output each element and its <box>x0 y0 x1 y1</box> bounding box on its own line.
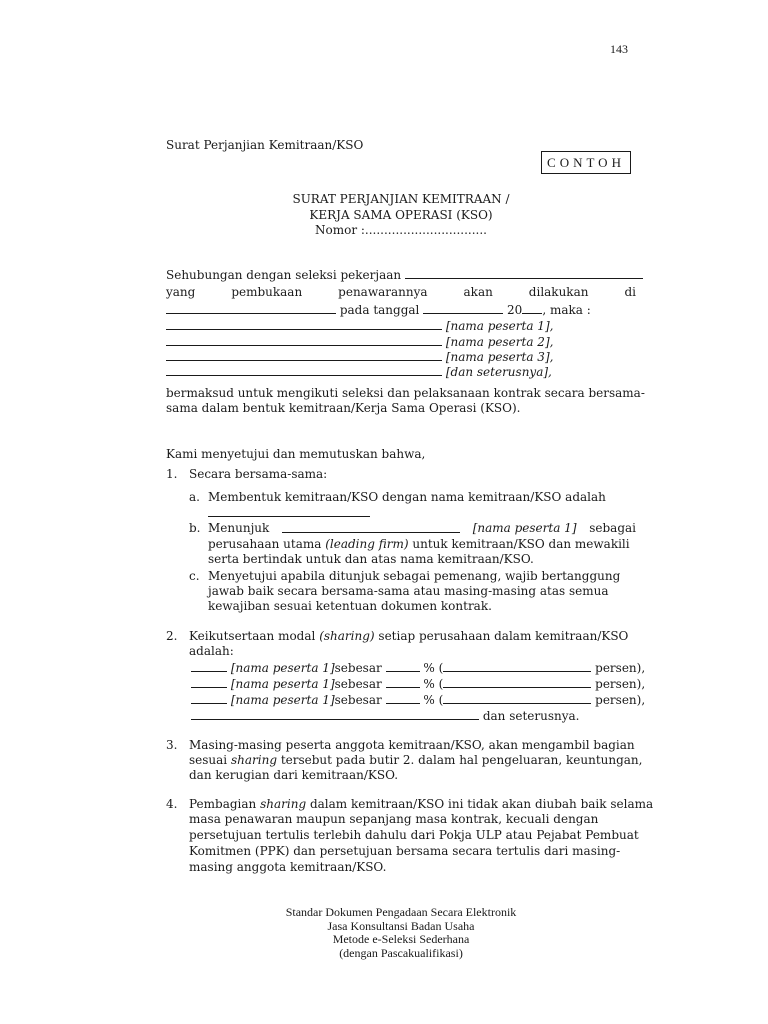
intro-line-2 <box>166 285 636 299</box>
share-etc-row <box>191 708 580 723</box>
text: Pembagian <box>189 797 257 811</box>
intro-text: Sehubungan dengan seleksi pekerjaan <box>166 268 402 282</box>
word: sebagai <box>589 521 636 535</box>
participant-label: [nama peserta 1] <box>472 521 577 535</box>
text: ( <box>438 677 444 691</box>
blank-line <box>191 660 227 672</box>
text: perusahaan utama <box>208 537 322 551</box>
text: sesuai <box>189 753 228 767</box>
blank-line <box>166 349 442 361</box>
participant-label: [dan seterusnya], <box>445 365 552 379</box>
item-1a-number: a. <box>189 490 200 504</box>
blank-line <box>282 521 460 533</box>
page-number: 143 <box>610 42 628 56</box>
text: untuk kemitraan/KSO dan mewakili <box>412 537 630 551</box>
text: persen), <box>595 661 646 675</box>
participant-line <box>166 349 553 364</box>
contoh-stamp <box>541 151 631 174</box>
item-1a-blank <box>208 505 370 520</box>
footer-line-4: (dengan Pascakualifikasi) <box>339 945 463 960</box>
item-1b-number: b. <box>189 521 201 535</box>
share-row <box>191 692 645 707</box>
item-4-line-1 <box>189 797 653 811</box>
intro-line-3 <box>166 302 591 317</box>
item-2-number: 2. <box>166 629 178 643</box>
text: setiap perusahaan dalam kemitraan/KSO <box>378 629 629 643</box>
blank-line <box>443 660 591 672</box>
title-line-2: KERJA SAMA OPERASI (KSO) <box>309 207 493 222</box>
item-3-line-3: dan kerugian dari kemitraan/KSO. <box>189 768 399 782</box>
nomor-dots: ................................ <box>364 223 487 237</box>
item-4-number: 4. <box>166 797 178 811</box>
word: penawarannya <box>338 285 428 299</box>
item-1-number: 1. <box>166 467 178 481</box>
footer-line-3: Metode e-Seleksi Sederhana <box>332 932 470 946</box>
text: persen), <box>595 677 646 691</box>
italic-term: sharing <box>260 797 307 811</box>
word: pembukaan <box>231 285 303 299</box>
text: ( <box>438 693 444 707</box>
blank-line <box>166 302 336 314</box>
participant-line <box>166 318 553 333</box>
word: yang <box>166 285 196 299</box>
footer-line-1: Standar Dokumen Pengadaan Secara Elektronik <box>285 905 517 919</box>
intro-line-1 <box>166 267 643 282</box>
item-1-text: Secara bersama-sama: <box>189 467 328 481</box>
item-1c-number: c. <box>189 569 200 583</box>
italic-term: sharing <box>230 753 277 767</box>
word: akan <box>463 285 493 299</box>
text: Keikutsertaan modal <box>189 629 316 643</box>
item-4-line-3: persetujuan tertulis terlebih dahulu dari Pokja ULP atau Pejabat Pembuat <box>189 828 639 842</box>
italic-term: (sharing) <box>319 629 375 643</box>
text: tersebut pada butir 2. dalam hal pengeluaran, keuntungan, <box>280 753 643 767</box>
blank-line <box>166 334 442 346</box>
blank-line <box>386 676 420 688</box>
item-1c-line-3: kewajiban sesuai ketentuan dokumen kontrak. <box>208 599 492 613</box>
page-footer <box>166 906 636 960</box>
participant-label: [nama peserta 2], <box>445 335 554 349</box>
text: ( <box>438 661 444 675</box>
text: % <box>423 661 435 675</box>
blank-line <box>166 364 442 376</box>
word: dilakukan <box>528 285 589 299</box>
text: dalam kemitraan/KSO ini tidak akan diubah baik selama <box>309 797 654 811</box>
nomor-label: Nomor : <box>315 223 365 237</box>
item-3-number: 3. <box>166 738 178 752</box>
blank-line <box>386 692 420 704</box>
text: persen), <box>595 693 646 707</box>
share-row <box>191 660 645 675</box>
contoh-text: CONTOH <box>547 154 625 170</box>
participant-label: [nama peserta 1] <box>230 693 335 707</box>
item-4-line-2: masa penawaran maupun sepanjang masa kontrak, kecuali dengan <box>189 812 599 826</box>
participant-label: [nama peserta 1], <box>445 319 554 333</box>
document-label: Surat Perjanjian Kemitraan/KSO <box>166 138 364 152</box>
item-3-line-2 <box>189 753 642 767</box>
participant-line <box>166 364 552 379</box>
footer-line-2: Jasa Konsultansi Badan Usaha <box>327 918 475 933</box>
blank-line <box>166 318 442 330</box>
item-2-line-1 <box>189 629 628 643</box>
word: di <box>624 285 636 299</box>
purpose-line-2: sama dalam bentuk kemitraan/Kerja Sama Operasi (KSO). <box>166 401 521 415</box>
italic-term: (leading firm) <box>325 537 409 551</box>
item-2-line-2: adalah: <box>189 644 234 658</box>
item-1b-line-2 <box>208 537 630 551</box>
intro-maka: , maka : <box>542 303 591 317</box>
purpose-line-1: bermaksud untuk mengikuti seleksi dan pelaksanaan kontrak secara bersama- <box>166 386 645 400</box>
blank-line <box>208 505 370 517</box>
blank-line <box>191 692 227 704</box>
participant-line <box>166 334 553 349</box>
nomor-line <box>166 223 636 239</box>
blank-line <box>191 676 227 688</box>
text: sebesar <box>334 677 382 691</box>
text: % <box>423 693 435 707</box>
item-1c-line-2: jawab baik secara bersama-sama atau masing-masing atas semua <box>208 584 609 598</box>
title-line-1: SURAT PERJANJIAN KEMITRAAN / <box>292 192 510 206</box>
agreement-intro: Kami menyetujui dan memutuskan bahwa, <box>166 447 426 461</box>
text: sebesar <box>334 661 382 675</box>
text: dan seterusnya. <box>482 709 580 723</box>
item-4-line-4: Komitmen (PPK) dan persetujuan bersama secara tertulis dari masing- <box>189 844 621 858</box>
participant-label: [nama peserta 1] <box>230 677 335 691</box>
blank-line <box>423 302 503 314</box>
text: sebesar <box>334 693 382 707</box>
blank-line <box>443 676 591 688</box>
item-1b-line-3: serta bertindak untuk dan atas nama kemitraan/KSO. <box>208 552 534 566</box>
document-title <box>166 192 636 239</box>
intro-date-label: pada tanggal <box>339 303 420 317</box>
blank-line <box>522 302 542 314</box>
word: Menunjuk <box>208 521 270 535</box>
item-4-line-5: masing anggota kemitraan/KSO. <box>189 860 387 874</box>
item-1c-line-1: Menyetujui apabila ditunjuk sebagai pemenang, wajib bertanggung <box>208 569 621 583</box>
blank-line <box>191 708 479 720</box>
blank-line <box>405 267 643 279</box>
intro-year: 20 <box>507 303 523 317</box>
blank-line <box>386 660 420 672</box>
item-1a-text: Membentuk kemitraan/KSO dengan nama kemitraan/KSO adalah <box>208 490 606 504</box>
item-3-line-1: Masing-masing peserta anggota kemitraan/KSO, akan mengambil bagian <box>189 738 635 752</box>
participant-label: [nama peserta 3], <box>445 350 554 364</box>
item-1b-line-1 <box>208 521 636 535</box>
participant-label: [nama peserta 1] <box>230 661 335 675</box>
share-row <box>191 676 645 691</box>
text: % <box>423 677 435 691</box>
blank-line <box>443 692 591 704</box>
